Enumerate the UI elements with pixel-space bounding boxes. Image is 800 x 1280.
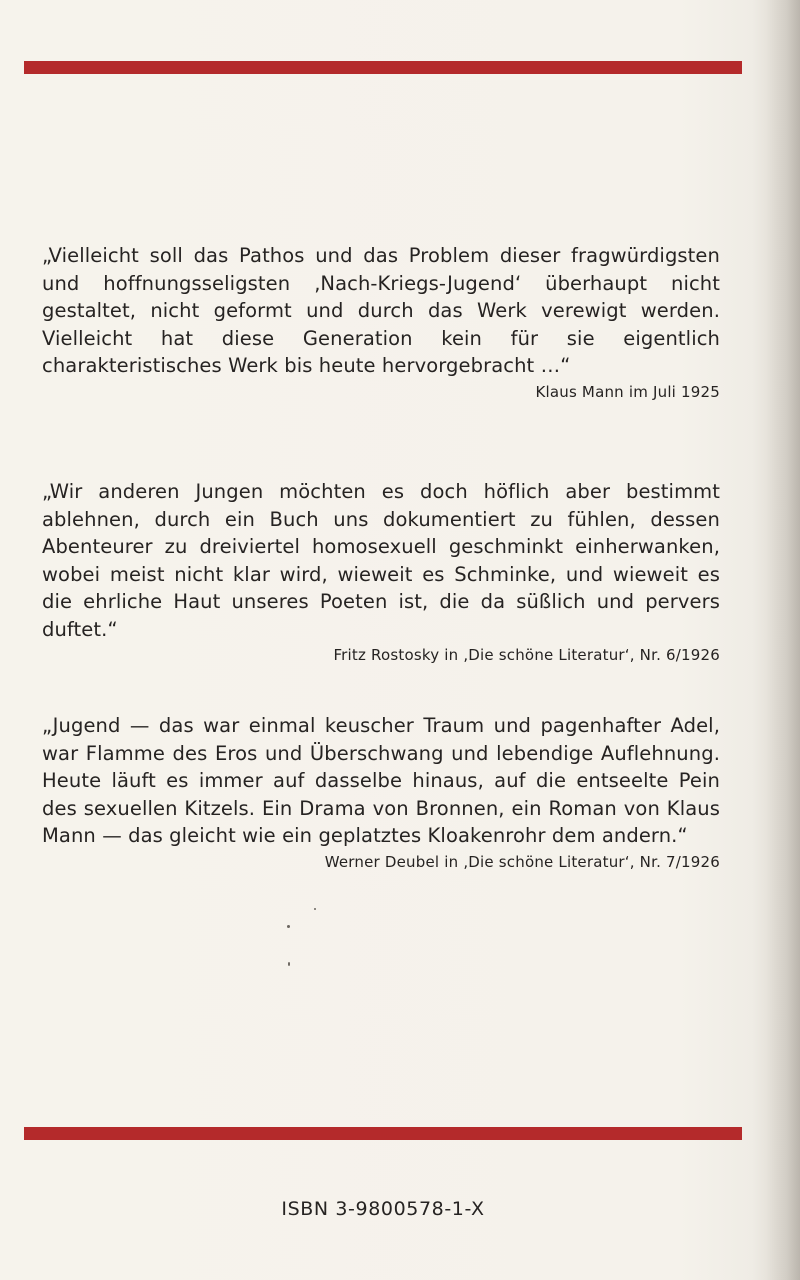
quote-block-2	[42, 478, 720, 665]
quote-text: „Jugend — das war einmal keuscher Traum und pagenhafter Adel, war Flamme des Eros und Überschwang und lebendige Auflehnung. Heute läuft es immer auf dasselbe hinaus, auf die entseelte Pein des sexuellen Kitzels. Ein Drama von Bronnen, ein Roman von Klaus Mann — das gleicht wie ein geplatztes Kloakenrohr dem andern.“	[42, 714, 720, 847]
quote-text: „Wir anderen Jungen möchten es doch höflich aber bestimmt ablehnen, durch ein Buch uns dokumentiert zu fühlen, dessen Abenteurer zu dreiviertel homosexuell geschminkt einherwanken, wobei meist nicht klar wird, wieweit es Schminke, und wieweit es die ehrliche Haut unseres Poeten ist, die da süßlich und pervers duftet.“	[42, 480, 720, 641]
paper-speck	[287, 925, 290, 928]
quote-source: Klaus Mann im Juli 1925	[535, 382, 720, 401]
paper-speck	[314, 908, 316, 910]
paper-speck	[288, 962, 290, 966]
quote-text: „Vielleicht soll das Pathos und das Problem dieser fragwürdigsten und hoffnungsseligsten ‚Nach-Kriegs-Jugend‘ überhaupt nicht gestaltet, nicht geformt und durch das Werk verewigt werden. Vielleicht hat diese Generation kein für sie eigentlich charakteristisches Werk bis heute hervorgebracht …“	[42, 244, 720, 377]
quote-block-1	[42, 242, 720, 402]
isbn-number: ISBN 3-9800578-1-X	[281, 1198, 485, 1220]
quote-block-3	[42, 712, 720, 872]
quote-source: Fritz Rostosky in ‚Die schöne Literatur‘, Nr. 6/1926	[333, 646, 720, 664]
top-red-rule	[24, 61, 742, 74]
quote-source: Werner Deubel in ‚Die schöne Literatur‘, Nr. 7/1926	[324, 852, 720, 871]
spine-shadow	[766, 0, 800, 1280]
bottom-red-rule	[24, 1127, 742, 1140]
